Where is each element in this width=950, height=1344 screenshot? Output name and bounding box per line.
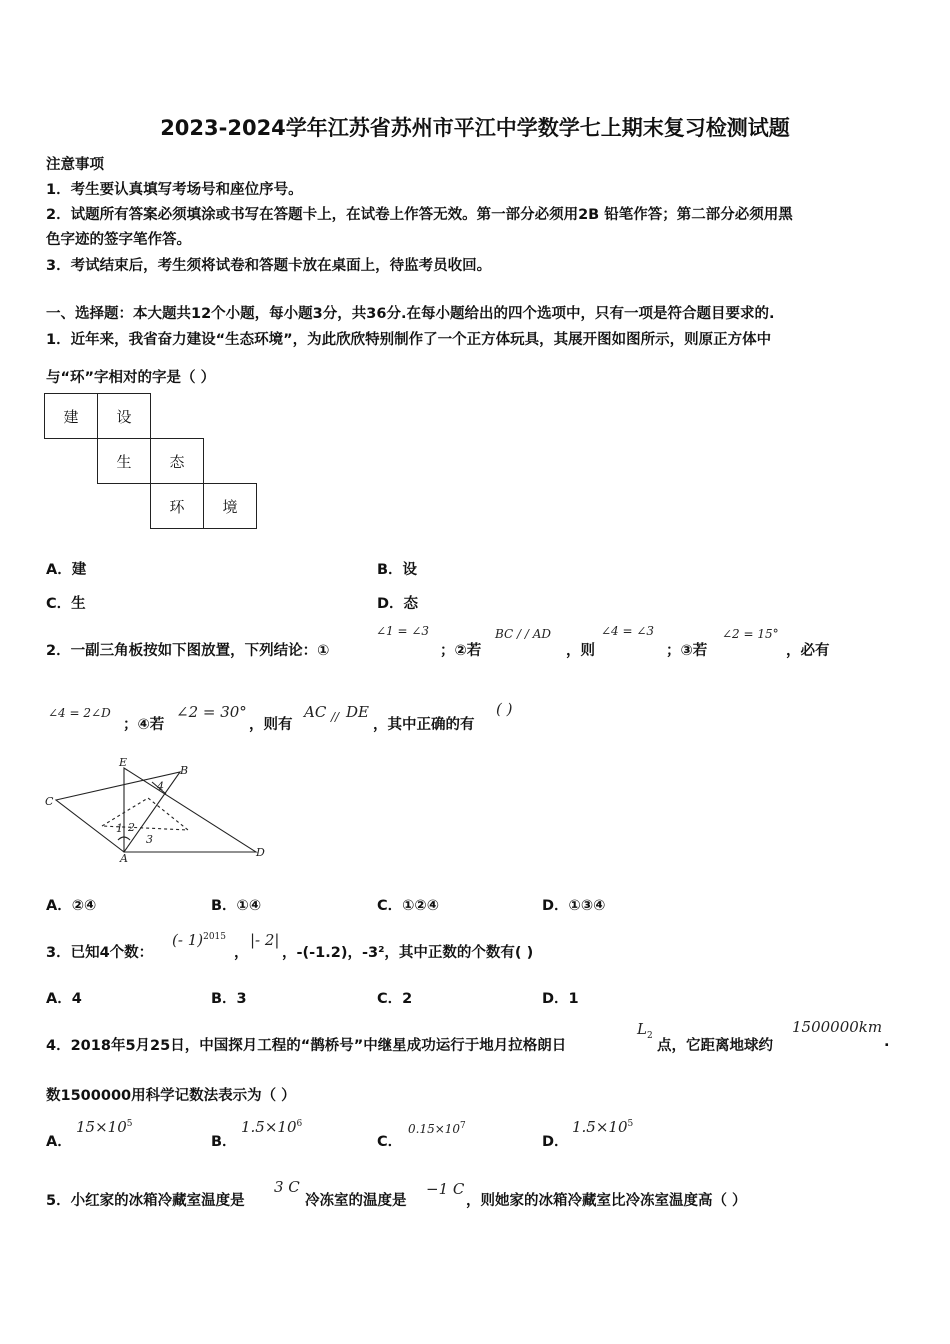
math-exponent: 7 (460, 1121, 466, 1131)
question-4-text: . (884, 1034, 890, 1050)
question-2-text: ；④若 (123, 717, 165, 733)
answer-bracket: ( ) (496, 700, 513, 718)
option-c: C．生 (46, 596, 86, 612)
notice-item: 2．试题所有答案必须填涂或书写在答题卡上，在试卷上作答无效。第一部分必须用2B 铅笔作答；第二部分必须用黑 (46, 207, 793, 223)
question-4-text: 点，它距离地球约 (657, 1038, 773, 1054)
notice-heading: 注意事项 (46, 157, 104, 173)
net-cell: 生 (98, 439, 151, 484)
option-d-math (572, 1118, 633, 1136)
question-4-text: 4．2018年5月25日，中国探月工程的“鹊桥号”中继星成功运行于地月拉格朗日 (46, 1038, 567, 1054)
net-cell: 境 (204, 484, 257, 529)
math-base: L (637, 1020, 647, 1038)
question-5-text: 5．小红家的冰箱冷藏室温度是 (46, 1193, 245, 1209)
option-b: B．3 (211, 991, 247, 1007)
math-expression: −1 C (426, 1180, 465, 1198)
question-2-text: ，其中正确的有 (373, 717, 475, 733)
figure-label: 2 (128, 821, 135, 834)
question-1-text: 与“环”字相对的字是（ ） (46, 370, 216, 386)
math-base: 15×10 (76, 1118, 127, 1136)
option-d: D．1 (542, 991, 579, 1007)
math-expression: DE (346, 703, 369, 721)
option-c-label: C． (377, 1134, 403, 1150)
question-2-text: ，则有 (249, 717, 293, 733)
math-expression: BC / / AD (495, 627, 552, 641)
option-b-label: B． (211, 1134, 237, 1150)
option-a-label: A． (46, 1134, 72, 1150)
question-5-text: ，则她家的冰箱冷藏室比冷冻室温度高（ ） (466, 1193, 747, 1209)
option-c: C．2 (377, 991, 413, 1007)
math-expression: 1500000km (792, 1018, 883, 1036)
net-cell: 环 (151, 484, 204, 529)
question-3-text: ，-(-1.2)，-3²，其中正数的个数有( ) (282, 945, 534, 961)
question-5-text: 冷冻室的温度是 (305, 1193, 407, 1209)
triangle-ade (124, 768, 256, 852)
dashed-triangle (102, 798, 188, 830)
math-expression (637, 1020, 653, 1041)
math-expression: |- 2| (250, 931, 280, 949)
figure-label: E (119, 756, 128, 769)
math-base: (- 1) (172, 931, 204, 949)
math-exponent: 2015 (203, 932, 226, 942)
option-d-label: D． (542, 1134, 569, 1150)
figure-label: 3 (146, 833, 153, 846)
option-a-math (76, 1118, 132, 1136)
question-2-text: ，必有 (786, 643, 830, 659)
question-1-text: 1．近年来，我省奋力建设“生态环境”，为此欣欣特别制作了一个正方体玩具，其展开图如图所示，则原正方体中 (46, 332, 772, 348)
question-3-text: ， (234, 945, 249, 961)
figure-label: 1 (116, 822, 123, 835)
parallel-symbol: // (331, 710, 340, 724)
question-2-text: ；③若 (666, 643, 708, 659)
math-exponent: 5 (627, 1119, 634, 1129)
math-exponent: 6 (296, 1119, 303, 1129)
figure-label: D (256, 846, 265, 859)
option-b: B．设 (377, 562, 418, 578)
math-expression: ∠2 = 15° (722, 627, 779, 641)
question-2-text: ，则 (566, 643, 595, 659)
figure-label: A (120, 852, 128, 865)
math-subscript: 2 (646, 1031, 653, 1041)
net-cell: 态 (151, 439, 204, 484)
math-expression: 3 C (274, 1178, 300, 1196)
math-base: 1.5×10 (572, 1118, 628, 1136)
option-a: A．4 (46, 991, 82, 1007)
math-expression: ∠4 = ∠3 (601, 624, 655, 638)
notice-item: 3．考试结束后，考生须将试卷和答题卡放在桌面上，待监考员收回。 (46, 258, 492, 274)
net-cell: 建 (45, 394, 98, 439)
option-b: B．①④ (211, 898, 262, 914)
option-a: A．②④ (46, 898, 97, 914)
option-d: D．①③④ (542, 898, 606, 914)
math-expression: AC (304, 703, 327, 721)
figure-label: C (45, 795, 54, 808)
notice-item: 1．考生要认真填写考场号和座位序号。 (46, 182, 303, 198)
figure-label: B (180, 764, 189, 777)
cube-net (44, 393, 257, 529)
math-expression (172, 931, 226, 949)
math-base: 1.5×10 (241, 1118, 297, 1136)
triangle-figure (40, 752, 280, 867)
notice-item: 色字迹的签字笔作答。 (46, 232, 191, 248)
math-expression: ∠2 = 30° (176, 703, 247, 721)
math-exponent: 5 (126, 1119, 133, 1129)
option-c: C．①②④ (377, 898, 439, 914)
net-cell: 设 (98, 394, 151, 439)
figure-label: 4 (157, 780, 164, 793)
option-b-math (241, 1118, 302, 1136)
section-heading: 一、选择题：本大题共12个小题，每小题3分，共36分.在每小题给出的四个选项中，只有一项是符合题目要求的. (46, 306, 775, 322)
question-3-text: 3．已知4个数： (46, 945, 154, 961)
question-4-text: 数1500000用科学记数法表示为（ ） (46, 1088, 296, 1104)
math-expression: ∠4 = 2∠D (48, 706, 111, 720)
question-2-text: ；②若 (440, 643, 482, 659)
option-c-math (408, 1121, 466, 1136)
math-expression: ∠1 = ∠3 (376, 624, 430, 638)
option-a: A．建 (46, 562, 87, 578)
option-d: D．态 (377, 596, 419, 612)
question-2-text: 2．一副三角板按如下图放置，下列结论：① (46, 643, 330, 659)
page-title: 2023-2024学年江苏省苏州市平江中学数学七上期末复习检测试题 (160, 116, 790, 140)
math-base: 0.15×10 (408, 1122, 461, 1136)
